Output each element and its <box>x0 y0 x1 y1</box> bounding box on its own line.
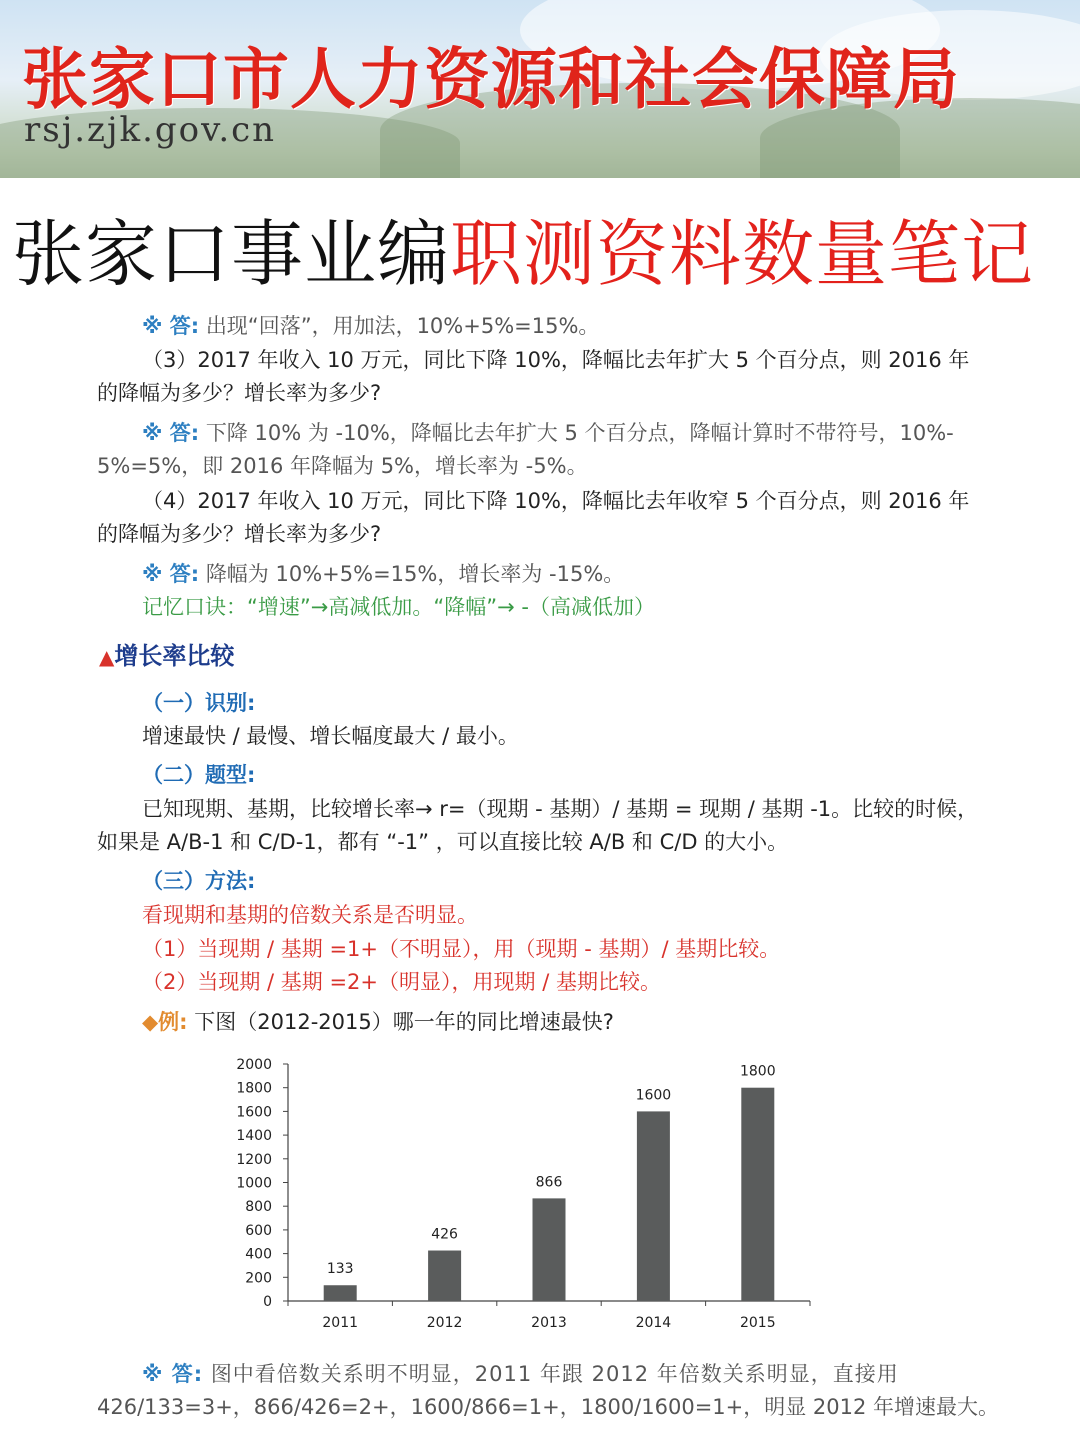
y-tick-label: 1800 <box>236 1080 272 1097</box>
method-line-1: 看现期和基期的倍数关系是否明显。 <box>142 903 478 927</box>
answer-3-line-1 <box>142 418 954 448</box>
bar-chart <box>220 1048 840 1348</box>
x-tick-label-2015: 2015 <box>739 1315 776 1331</box>
answer-label: ※ 答: <box>142 314 200 338</box>
answer-text: 下降 10% 为 -10%，降幅比去年扩大 5 个百分点，降幅计算时不带符号，10%- <box>205 421 954 445</box>
banner-title: 张家口市人力资源和社会保障局 <box>22 41 960 118</box>
subsection-2-head: （二）题型: <box>142 763 256 787</box>
answer-label: ※ 答: <box>142 421 200 445</box>
x-tick-label-2012: 2012 <box>426 1315 463 1331</box>
bar-2012 <box>428 1251 461 1301</box>
data-label-2014: 1600 <box>635 1087 672 1104</box>
answer-label: ※ 答: <box>142 1362 204 1386</box>
y-tick-label: 400 <box>245 1246 272 1263</box>
bar-2014 <box>637 1111 670 1301</box>
answer-text: 出现“回落”，用加法，10%+5%=15%。 <box>205 314 600 338</box>
y-tick-label: 1000 <box>236 1175 272 1192</box>
y-tick-label: 1400 <box>236 1128 272 1145</box>
data-label-2012: 426 <box>431 1226 458 1243</box>
final-answer-line-2: 426/133=3+，866/426=2+，1600/866=1+，1800/1600=1+，明显 2012 年增速最大。 <box>97 1395 1000 1419</box>
final-answer-line-1 <box>142 1359 899 1389</box>
example <box>142 1007 614 1037</box>
answer-text: 图中看倍数关系明不明显，2011 年跟 2012 年倍数关系明显，直接用 <box>210 1362 899 1386</box>
x-tick-label-2014: 2014 <box>635 1315 672 1331</box>
answer-3-line-2: 5%=5%，即 2016 年降幅为 5%，增长率为 -5%。 <box>97 454 588 478</box>
x-tick-label-2011: 2011 <box>322 1315 359 1331</box>
data-label-2015: 1800 <box>739 1063 776 1080</box>
answer-4 <box>142 559 624 589</box>
subsection-1-head: （一）识别: <box>142 691 256 715</box>
question-4-line-1: （4）2017 年收入 10 万元，同比下降 10%，降幅比去年收窄 5 个百分点，则 2016 年 <box>142 489 970 513</box>
data-label-2011: 133 <box>326 1261 354 1278</box>
method-line-3: （2）当现期 / 基期 =2+（明显），用现期 / 基期比较。 <box>142 970 661 994</box>
bar-2015 <box>741 1088 774 1301</box>
subsection-3-head: （三）方法: <box>142 869 256 893</box>
subsection-2-line-2: 如果是 A/B-1 和 C/D-1，都有 “-1” ，可以直接比较 A/B 和 C/D 的大小。 <box>97 830 789 854</box>
section-title: 增长率比较 <box>114 642 235 670</box>
y-tick-label: 600 <box>245 1222 272 1239</box>
answer-1 <box>142 311 599 341</box>
x-tick-label-2013: 2013 <box>531 1315 567 1331</box>
y-tick-label: 2000 <box>236 1057 272 1073</box>
y-tick-label: 1600 <box>236 1104 272 1121</box>
example-text: 下图（2012-2015）哪一年的同比增速最快? <box>194 1010 614 1034</box>
bar-2013 <box>533 1198 566 1301</box>
page-heading <box>12 196 1034 300</box>
triangle-icon: ▲ <box>99 645 115 669</box>
y-tick-label: 200 <box>245 1270 272 1287</box>
banner-url: rsj.zjk.gov.cn <box>24 110 277 150</box>
subsection-1-text: 增速最快 / 最慢、增长幅度最大 / 最小。 <box>142 724 519 748</box>
question-3-line-1: （3）2017 年收入 10 万元，同比下降 10%，降幅比去年扩大 5 个百分点，则 2016 年 <box>142 348 970 372</box>
heading-part-black: 张家口事业编 <box>12 212 451 296</box>
question-3-line-2: 的降幅为多少？增长率为多少? <box>97 381 382 405</box>
heading-part-red: 职测资料数量笔记 <box>450 212 1035 296</box>
y-tick-label: 1200 <box>236 1151 272 1168</box>
answer-text: 降幅为 10%+5%=15%，增长率为 -15%。 <box>205 562 625 586</box>
subsection-2-line-1: 已知现期、基期，比较增长率→ r=（现期 - 基期）/ 基期 = 现期 / 基期 -1。比较的时候， <box>142 797 979 821</box>
memory-tip: 记忆口诀：“增速”→高减低加。“降幅”→ -（高减低加） <box>142 595 655 619</box>
example-label: ◆例: <box>142 1010 188 1034</box>
section-heading <box>99 641 234 672</box>
y-tick-label: 800 <box>245 1199 272 1216</box>
question-4-line-2: 的降幅为多少？增长率为多少? <box>97 522 382 546</box>
bar-2011 <box>324 1285 357 1301</box>
data-label-2013: 866 <box>535 1174 563 1191</box>
method-line-2: （1）当现期 / 基期 =1+（不明显），用（现期 - 基期）/ 基期比较。 <box>142 937 781 961</box>
answer-label: ※ 答: <box>142 562 200 586</box>
site-banner <box>0 0 1080 178</box>
y-tick-label: 0 <box>263 1294 272 1310</box>
